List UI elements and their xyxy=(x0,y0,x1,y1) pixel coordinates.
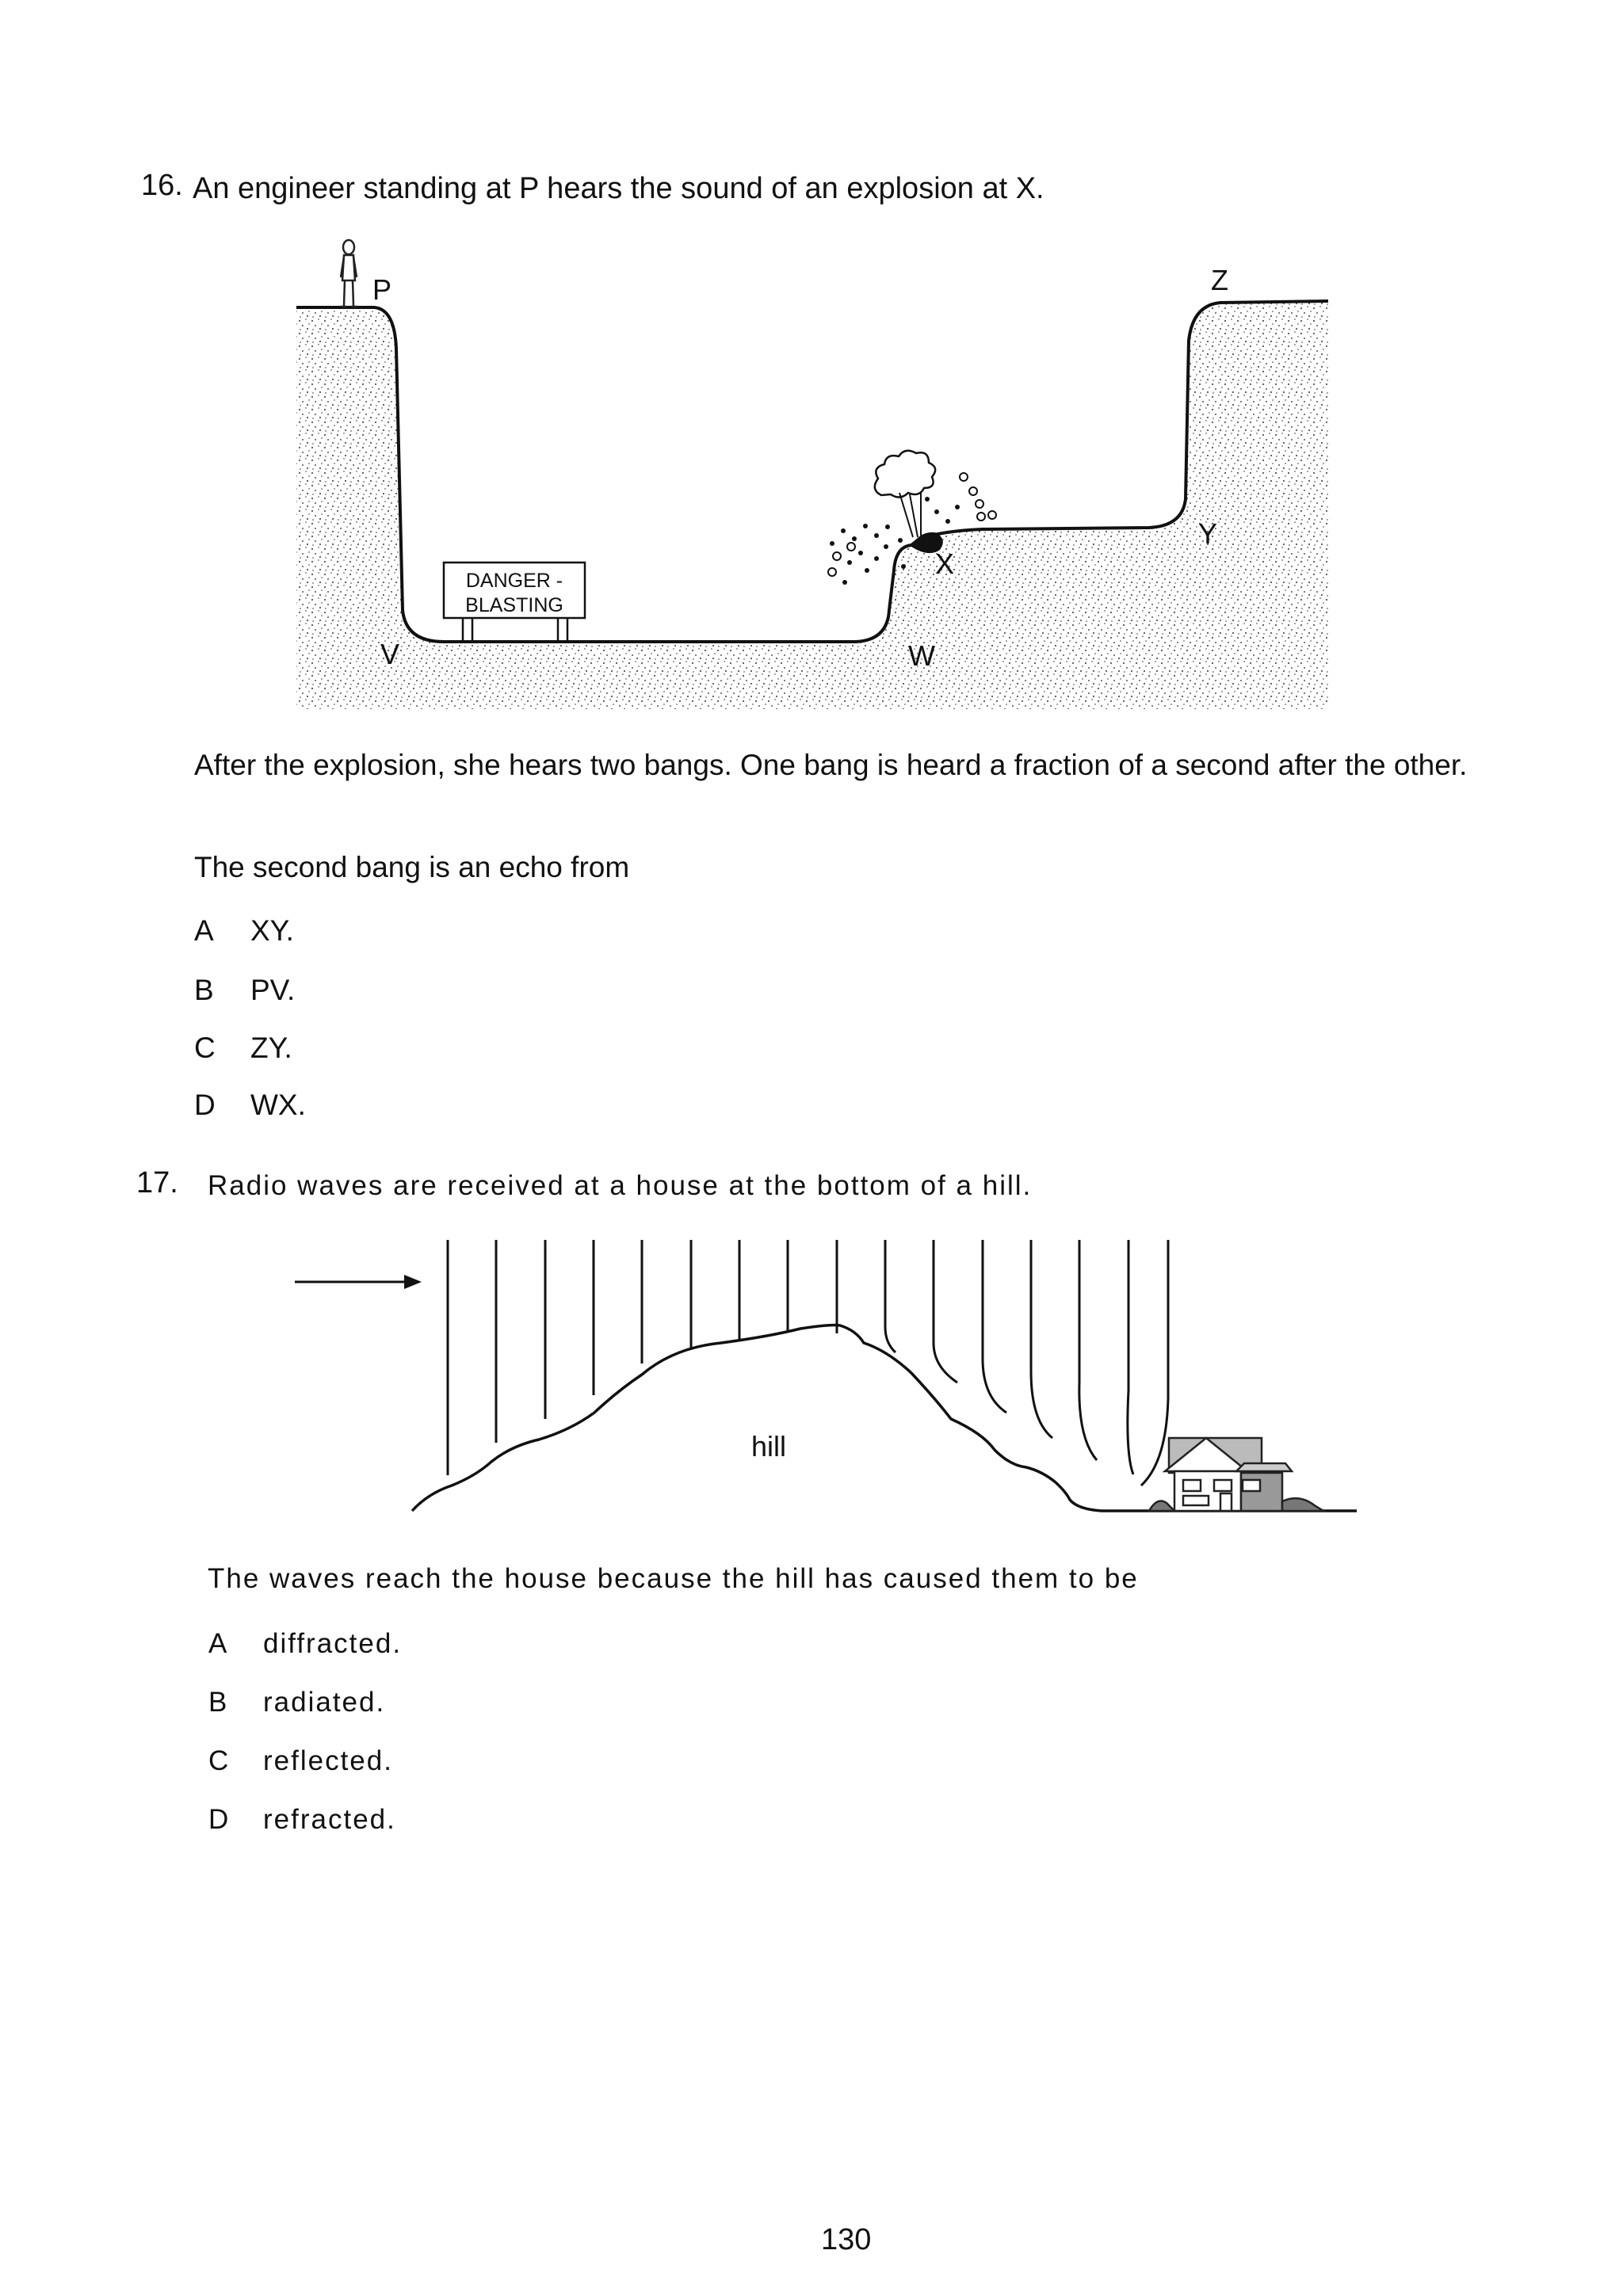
q16-option-c-text: ZY. xyxy=(250,1032,292,1064)
question-16-prompt: An engineer standing at P hears the sound of an explosion at X. xyxy=(193,172,1044,205)
question-16-paragraph: After the explosion, she hears two bangs. One bang is heard a fraction of a second after the other. xyxy=(194,749,1468,781)
house-icon xyxy=(1149,1438,1323,1511)
q16-option-a-letter: A xyxy=(194,914,214,947)
hill-diffraction-diagram xyxy=(285,1224,1363,1541)
q16-option-d-text: WX. xyxy=(250,1089,306,1121)
q17-option-b-text: radiated. xyxy=(263,1687,386,1718)
sign-line-1: DANGER - xyxy=(465,570,563,592)
label-V: V xyxy=(380,638,400,670)
q16-option-c-letter: C xyxy=(194,1032,216,1064)
q17-option-d-letter: D xyxy=(208,1804,231,1835)
q16-option-b-text: PV. xyxy=(250,974,296,1006)
canyon-echo-diagram xyxy=(285,230,1339,721)
q17-option-a-text: diffracted. xyxy=(263,1628,403,1659)
label-P: P xyxy=(372,273,392,306)
question-17-number: 17. xyxy=(136,1166,178,1199)
engineer-figure xyxy=(341,240,357,307)
q17-option-c-letter: C xyxy=(208,1745,231,1776)
danger-sign xyxy=(444,563,585,643)
page-number: 130 xyxy=(821,2223,872,2256)
q17-option-a-letter: A xyxy=(208,1628,229,1659)
sign-line-2: BLASTING xyxy=(465,594,563,616)
q17-option-d-text: refracted. xyxy=(263,1804,396,1835)
wavefronts xyxy=(448,1240,1168,1486)
q17-option-c-text: reflected. xyxy=(263,1745,393,1776)
question-17-stem: The waves reach the house because the hill has caused them to be xyxy=(208,1563,1139,1594)
label-Z: Z xyxy=(1211,264,1228,296)
question-16-stem: The second bang is an echo from xyxy=(194,851,630,883)
q16-option-b-letter: B xyxy=(194,974,214,1006)
label-Y: Y xyxy=(1198,517,1218,550)
question-16-number: 16. xyxy=(141,169,183,202)
wave-direction-arrow xyxy=(295,1275,422,1289)
question-17-prompt: Radio waves are received at a house at the bottom of a hill. xyxy=(208,1170,1033,1201)
q16-option-d-letter: D xyxy=(194,1089,216,1121)
q17-option-b-letter: B xyxy=(208,1687,229,1718)
label-X: X xyxy=(935,547,955,580)
hill-label: hill xyxy=(751,1430,787,1463)
label-W: W xyxy=(908,639,935,672)
q16-option-a-text: XY. xyxy=(250,914,294,947)
